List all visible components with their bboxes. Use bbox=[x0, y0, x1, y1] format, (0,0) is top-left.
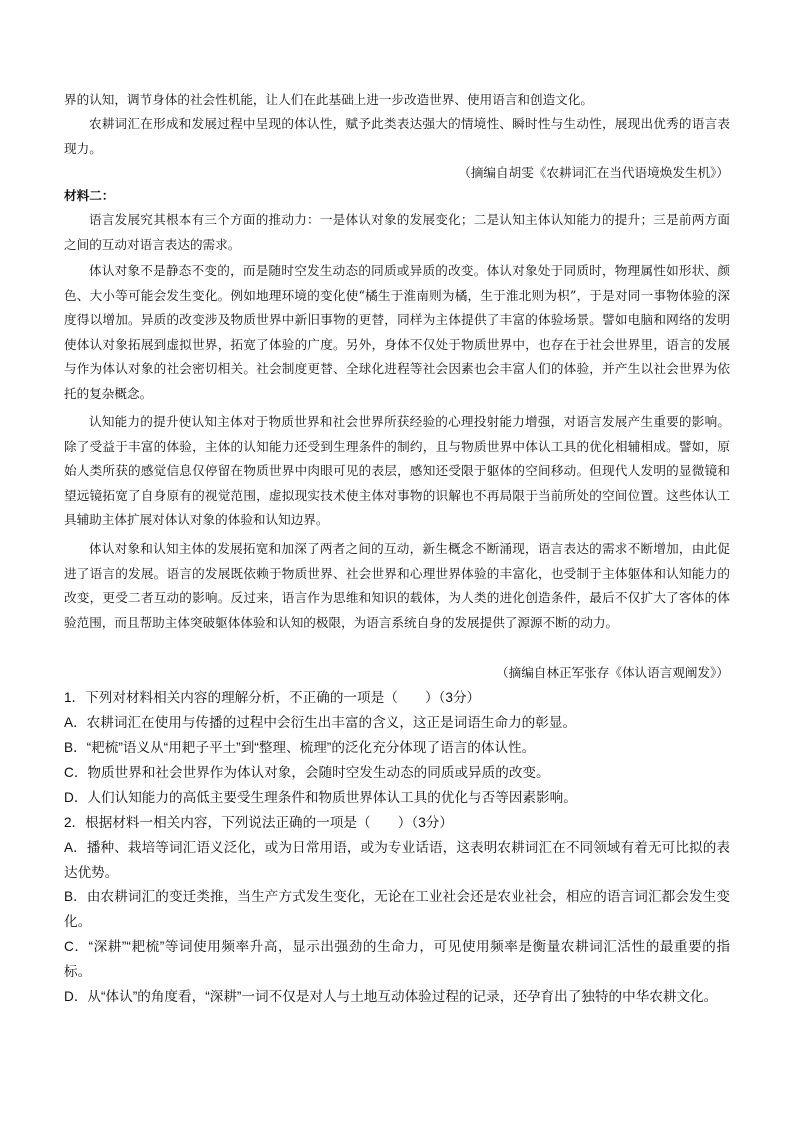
question-2-option-a: A．播种、栽培等词汇语义泛化，或为日常用语，或为专业话语，这表明农耕词汇在不同领域有着无可比拟的表达优势。 bbox=[64, 840, 730, 880]
question-2-option-c: C．“深耕”“耙梳”等词使用频率升高，显示出强劲的生命力，可见使用频率是衡量农耕词汇活性的最重要的指标。 bbox=[64, 939, 730, 979]
question-2-option-d: D．从“体认”的角度看，“深耕”一词不仅是对人与土地互动体验过程的记录，还孕育出了独特的中华农耕文化。 bbox=[64, 989, 718, 1004]
question-1-stem: 1．下列对材料相关内容的理解分析，不正确的一项是（ ）（3分） bbox=[64, 690, 481, 705]
material2-paragraph-2: 体认对象不是静态不变的，而是随时空发生动态的同质或异质的改变。体认对象处于同质时，物理属性如形状、颜色、大小等可能会发生变化。例如地理环境的变化使“橘生于淮南则为橘，生于淮北则为枳”，于是对同一事物体验的深度得以增加。异质的改变涉及物质世界中新旧事物的更替，同样为主体提供了丰富的体验场景。譬如电脑和网络的发明使体认对象拓展到虚拟世界，拓宽了体验的广度。另外，身体不仅处于物质世界中，也存在于社会世界里，语言的发展与作为体认对象的社会密切相关。社会制度更替、全球化进程等社会因素也会丰富人们的体验，并产生以社会世界为依托的复杂概念。 bbox=[64, 263, 730, 401]
material1-paragraph-continued: 界的认知，调节身体的社会性机能，让人们在此基础上进一步改造世界、使用语言和创造文化。 bbox=[64, 92, 593, 107]
question-2-option-b: B．由农耕词汇的变迁类推，当生产方式发生变化，无论在工业社会还是农业社会，相应的语言词汇都会发生变化。 bbox=[64, 889, 730, 929]
material2-paragraph-3: 认知能力的提升使认知主体对于物质世界和社会世界所获经验的心理投射能力增强，对语言发展产生重要的影响。除了受益于丰富的体验，主体的认知能力还受到生理条件的制约，且与物质世界中体认工具的优化相辅相成。譬如，原始人类所获的感觉信息仅停留在物质世界中肉眼可见的表层，感知还受限于躯体的空间移动。但现代人发明的显微镜和望远镜拓宽了自身原有的视觉范围，虚拟现实技术使主体对事物的识解也不再局限于当前所处的空间位置。这些体认工具辅助主体扩展对体认对象的体验和认知边界。 bbox=[64, 414, 730, 527]
material2-paragraph-1: 语言发展究其根本有三个方面的推动力：一是体认对象的发展变化；二是认知主体认知能力的提升；三是前两方面之间的互动对语言表达的需求。 bbox=[64, 212, 730, 252]
question-1-option-d: D．人们认知能力的高低主要受生理条件和物质世界体认工具的优化与否等因素影响。 bbox=[64, 790, 577, 805]
material2-heading: 材料二： bbox=[64, 188, 115, 203]
material1-paragraph-last: 农耕词汇在形成和发展过程中呈现的体认性，赋予此类表达强大的情境性、瞬时性与生动性，展现出优秀的语言表现力。 bbox=[64, 116, 730, 156]
question-1-option-b: B．“耙梳”语义从“用耙子平土”到“整理、梳理”的泛化充分体现了语言的体认性。 bbox=[64, 740, 536, 755]
question-2-stem: 2．根据材料一相关内容，下列说法正确的一项是（ ）（3分） bbox=[64, 815, 453, 830]
material1-source: （摘编自胡雯《农耕词汇在当代语境焕发生机》） bbox=[458, 165, 729, 180]
material2-source: （摘编自林正军张存《体认语言观阐发》） bbox=[496, 665, 729, 680]
material2-paragraph-4: 体认对象和认知主体的发展拓宽和加深了两者之间的互动，新生概念不断涌现，语言表达的需求不断增加，由此促进了语言的发展。语言的发展既依赖于物质世界、社会世界和心理世界体验的丰富化，也受制于主体躯体和认知能力的改变，更受二者互动的影响。反过来，语言作为思维和知识的载体，为人类的进化创造条件，最后不仅扩大了客体的体验范围，而且帮助主体突破躯体体验和认知的极限，为语言系统自身的发展提供了源源不断的动力。 bbox=[64, 541, 730, 630]
question-1-option-a: A．农耕词汇在使用与传播的过程中会衍生出丰富的含义，这正是词语生命力的彰显。 bbox=[64, 715, 577, 730]
question-1-option-c: C．物质世界和社会世界作为体认对象，会随时空发生动态的同质或异质的改变。 bbox=[64, 765, 550, 780]
